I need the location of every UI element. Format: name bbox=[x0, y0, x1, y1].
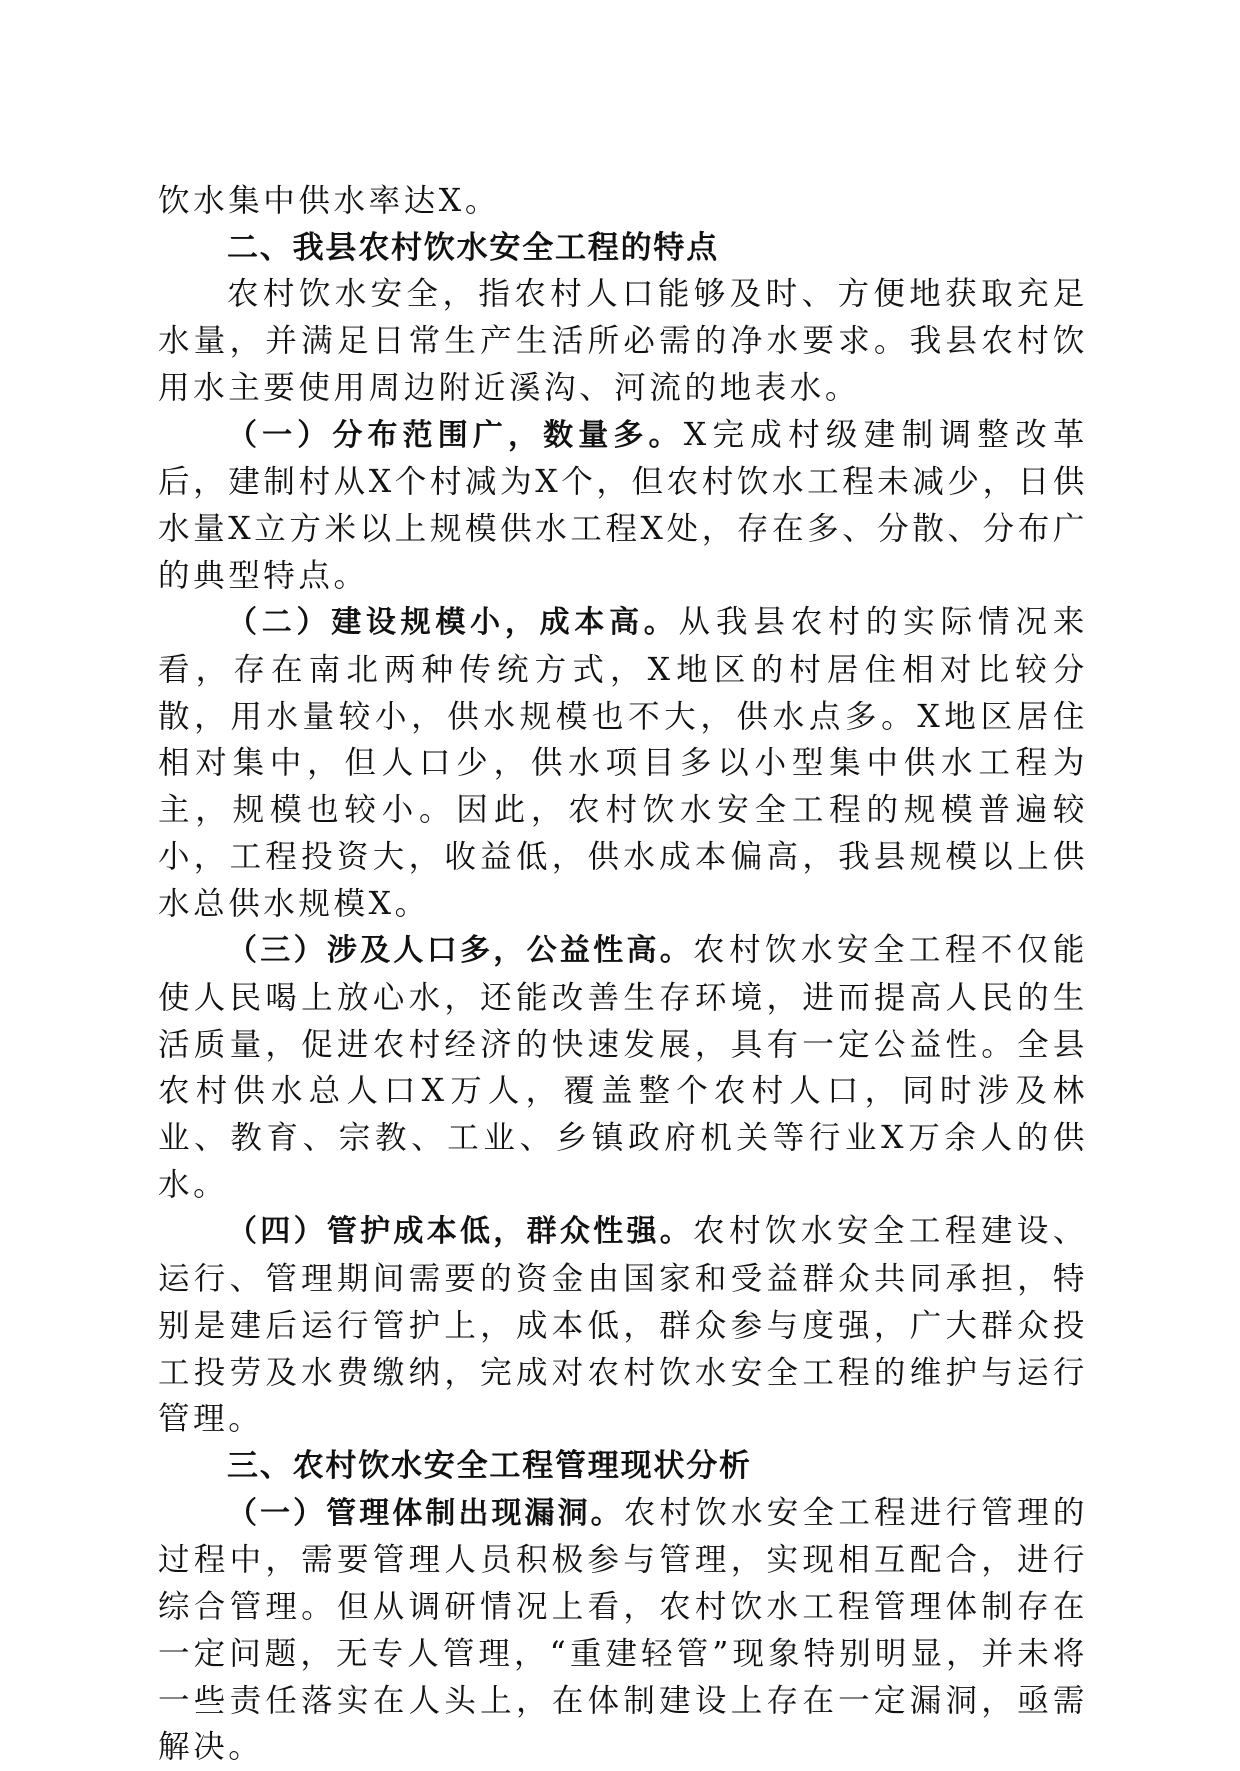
subsection-4 bbox=[158, 1208, 1088, 1443]
section-heading-2: 二、我县农村饮水安全工程的特点 bbox=[227, 229, 719, 266]
subsection-4-lead: （四）管护成本低，群众性强。 bbox=[227, 1214, 694, 1250]
subsection-5 bbox=[158, 1490, 1088, 1771]
subsection-4-body: 农村饮水安全工程建设、运行、管理期间需要的资金由国家和受益群众共同承担，特别是建后运行管护上，成本低，群众参与度强，广大群众投工投劳及水费缴纳，完成对农村饮水安全工程的维护与运行管理。 bbox=[158, 1213, 1088, 1438]
subsection-2-body: 从我县农村的实际情况来看，存在南北两种传统方式，X地区的村居住相对比较分散，用水量较小，供水规模也不大，供水点多。X地区居住相对集中，但人口少，供水项目多以小型集中供水工程为主，规模也较小。因此，农村饮水安全工程的规模普遍较小，工程投资大，收益低，供水成本偏高，我县规模以上供水总供水规模X。 bbox=[158, 604, 1088, 922]
subsection-3 bbox=[158, 927, 1088, 1208]
subsection-5-lead: （一）管理体制出现漏洞。 bbox=[227, 1495, 624, 1531]
document-body bbox=[158, 178, 1088, 1771]
subsection-2 bbox=[158, 599, 1088, 927]
paragraph-continuation: 饮水集中供水率达X。 bbox=[158, 183, 500, 219]
section-heading-3: 三、农村饮水安全工程管理现状分析 bbox=[227, 1447, 752, 1484]
subsection-2-lead: （二）建设规模小，成本高。 bbox=[227, 605, 679, 641]
subsection-3-lead: （三）涉及人口多，公益性高。 bbox=[227, 933, 694, 969]
subsection-1 bbox=[158, 412, 1088, 600]
subsection-1-body: X完成村级建制调整改革后，建制村从X个村减为X个，但农村饮水工程未减少，日供水量X立方米以上规模供水工程X处，存在多、分散、分布广的典型特点。 bbox=[158, 416, 1089, 594]
subsection-1-lead: （一）分布范围广，数量多。 bbox=[227, 417, 684, 453]
subsection-3-body: 农村饮水安全工程不仅能使人民喝上放心水，还能改善生存环境，进而提高人民的生活质量，促进农村经济的快速发展，具有一定公益性。全县农村供水总人口X万人，覆盖整个农村人口，同时涉及林业、教育、宗教、工业、乡镇政府机关等行业X万余人的供水。 bbox=[158, 932, 1088, 1203]
paragraph-intro: 农村饮水安全，指农村人口能够及时、方便地获取充足水量，并满足日常生产生活所必需的净水要求。我县农村饮用水主要使用周边附近溪沟、河流的地表水。 bbox=[158, 276, 1088, 406]
subsection-5-body: 农村饮水安全工程进行管理的过程中，需要管理人员积极参与管理，实现相互配合，进行综合管理。但从调研情况上看，农村饮水工程管理体制存在一定问题，无专人管理，“重建轻管”现象特别明显，并未将一些责任落实在人头上，在体制建设上存在一定漏洞，亟需解决。 bbox=[158, 1494, 1088, 1766]
